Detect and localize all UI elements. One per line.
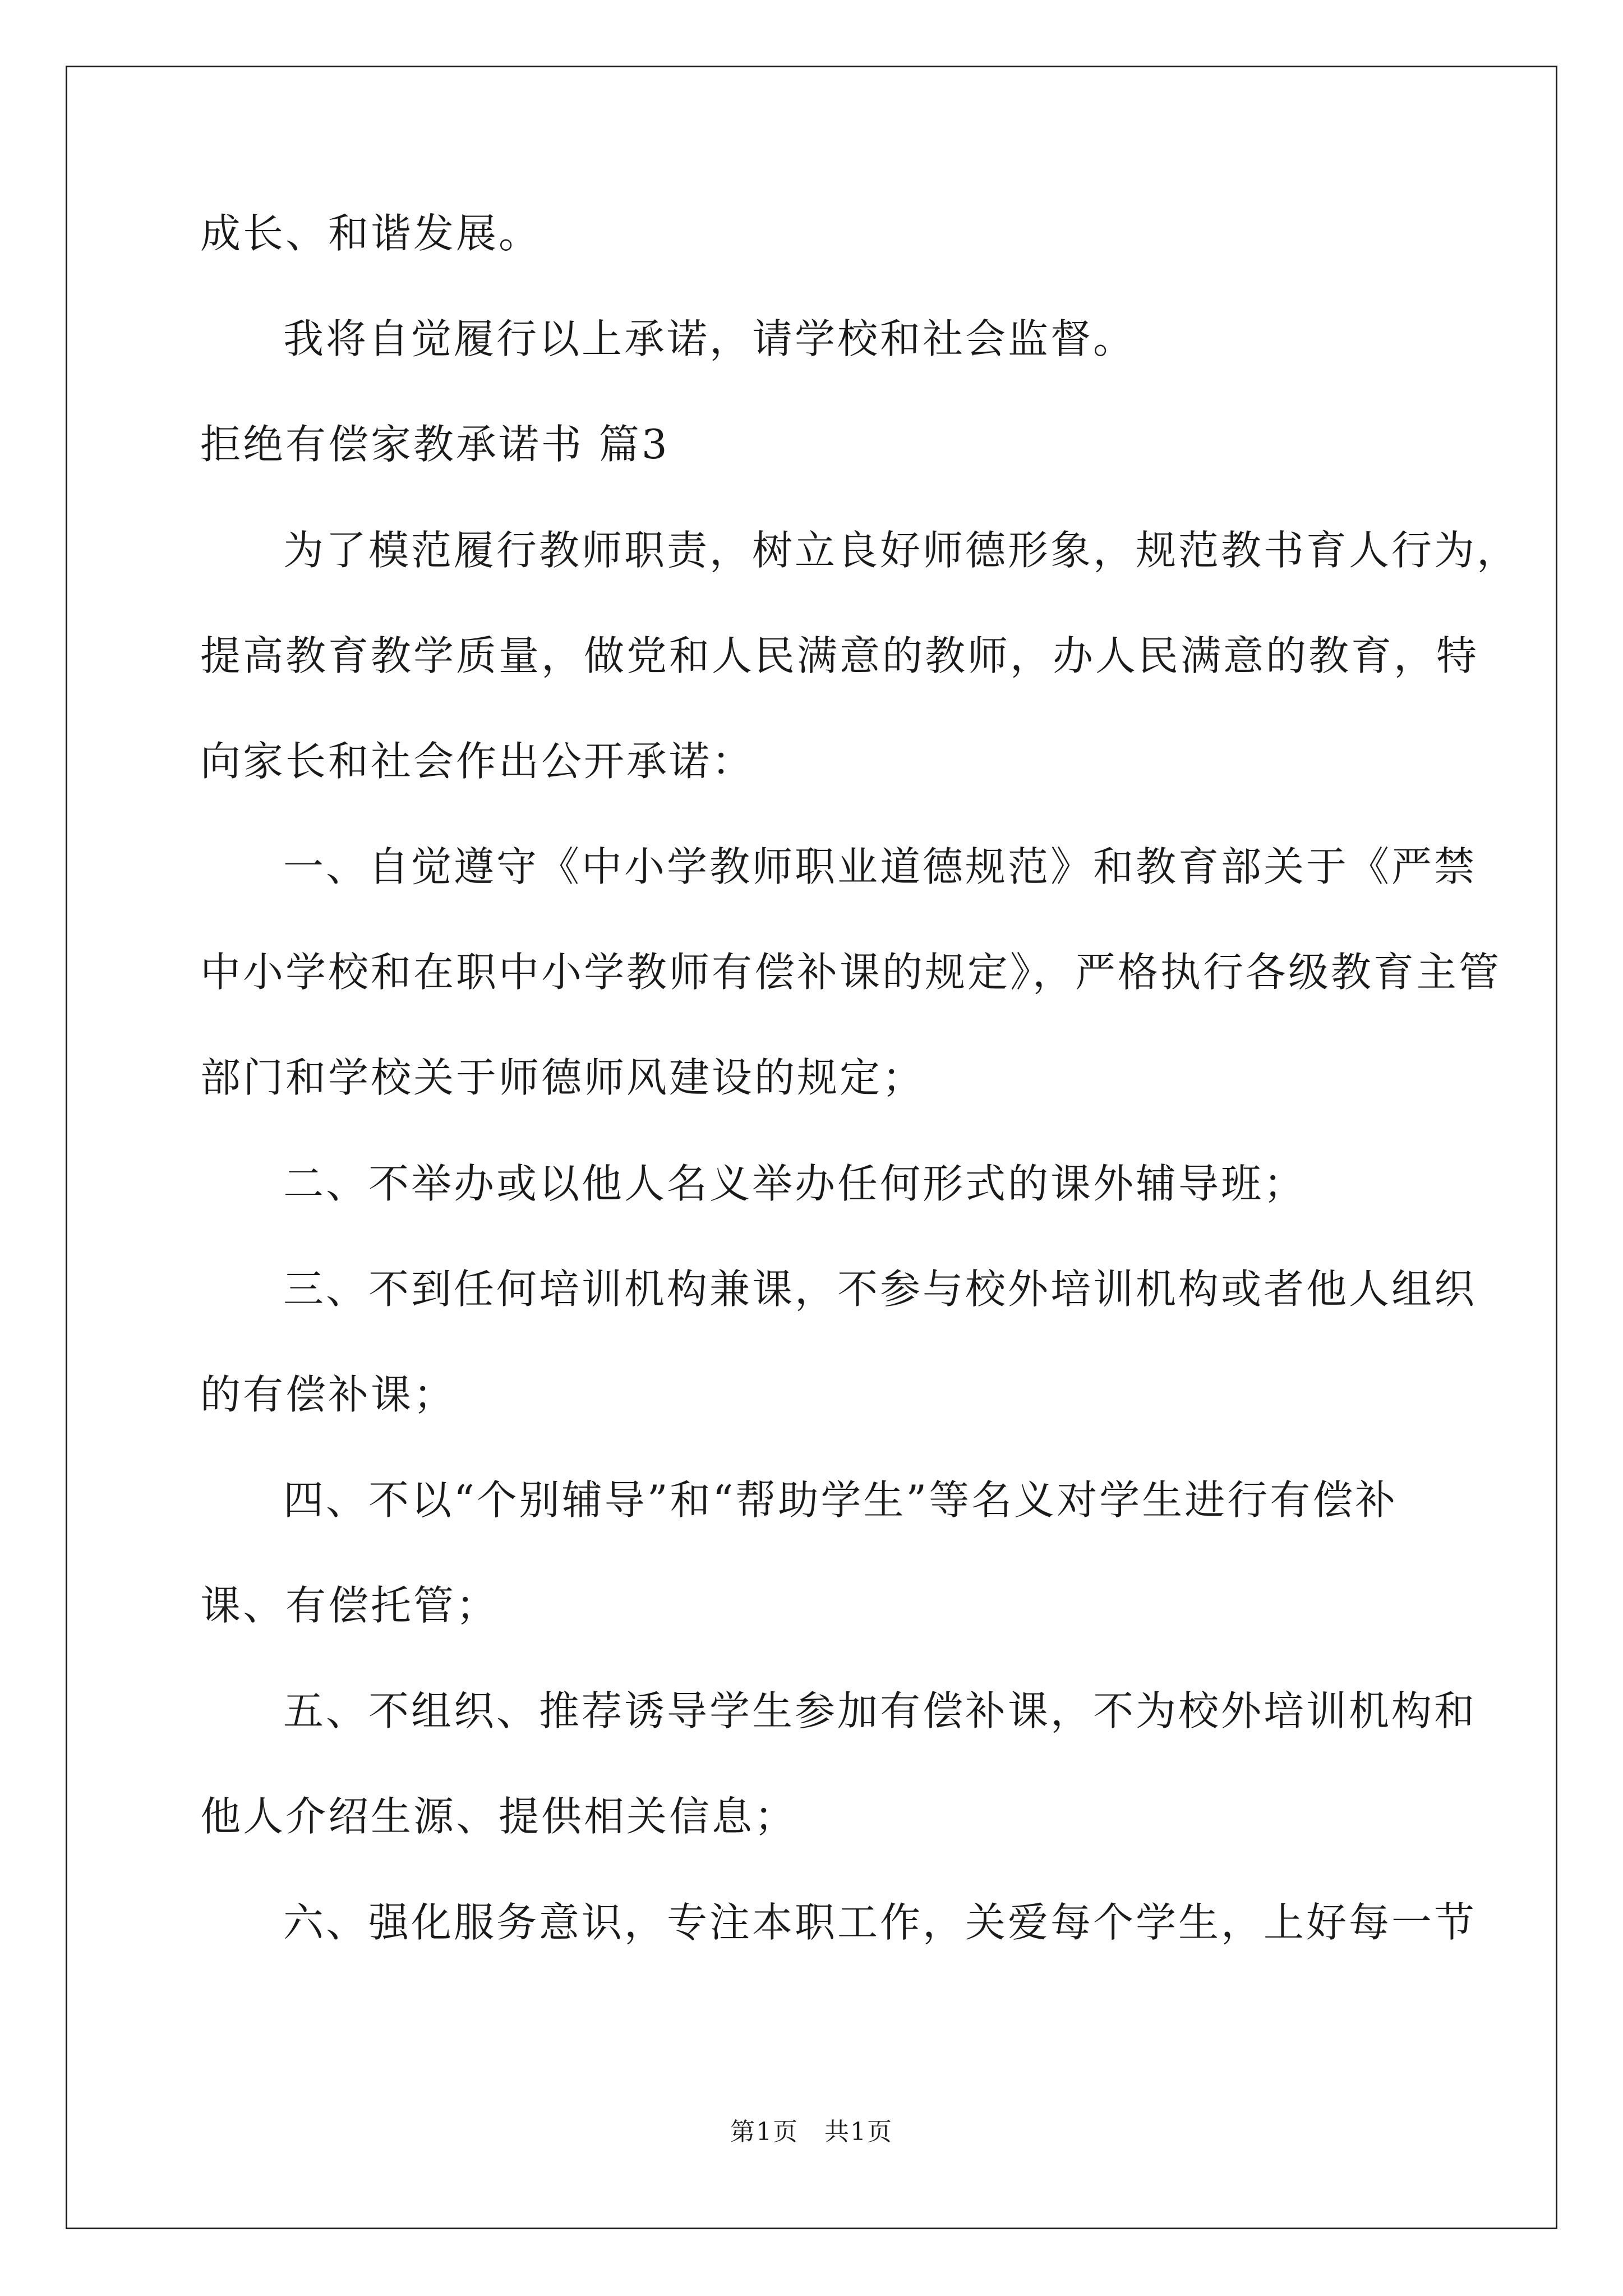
paragraph-line: 部门和学校关于师德师风建设的规定； [200, 1054, 925, 1101]
page-number: 第1页 共1页 [730, 2118, 893, 2146]
paragraph-line: 四、不以“个别辅导”和“帮助学生”等名义对学生进行有偿补 [283, 1476, 1398, 1524]
paragraph-line: 三、不到任何培训机构兼课，不参与校外培训机构或者他人组织 [283, 1266, 1477, 1313]
paragraph-line: 中小学校和在职中小学教师有偿补课的规定》，严格执行各级教育主管 [200, 949, 1502, 996]
paragraph-line: 为了模范履行教师职责，树立良好师德形象，规范教书育人行为， [283, 527, 1520, 574]
paragraph-line: 五、不组织、推荐诱导学生参加有偿补课，不为校外培训机构和 [283, 1687, 1477, 1734]
paragraph-line: 我将自觉履行以上承诺，请学校和社会监督。 [283, 315, 1136, 362]
paragraph-line: 一、自觉遵守《中小学教师职业道德规范》和教育部关于《严禁 [283, 843, 1477, 890]
paragraph-line: 成长、和谐发展。 [200, 210, 542, 257]
paragraph-line: 提高教育教学质量，做党和人民满意的教师，办人民满意的教育，特 [200, 632, 1479, 679]
section-heading: 拒绝有偿家教承诺书 篇3 [200, 421, 670, 468]
paragraph-line: 六、强化服务意识，专注本职工作，关爱每个学生，上好每一节 [283, 1899, 1477, 1946]
paragraph-line: 的有偿补课； [200, 1371, 457, 1418]
paragraph-line: 向家长和社会作出公开承诺： [200, 738, 755, 785]
paragraph-line: 他人介绍生源、提供相关信息； [200, 1793, 797, 1840]
paragraph-line: 课、有偿托管； [200, 1582, 499, 1629]
paragraph-line: 二、不举办或以他人名义举办任何形式的课外辅导班； [283, 1160, 1307, 1207]
